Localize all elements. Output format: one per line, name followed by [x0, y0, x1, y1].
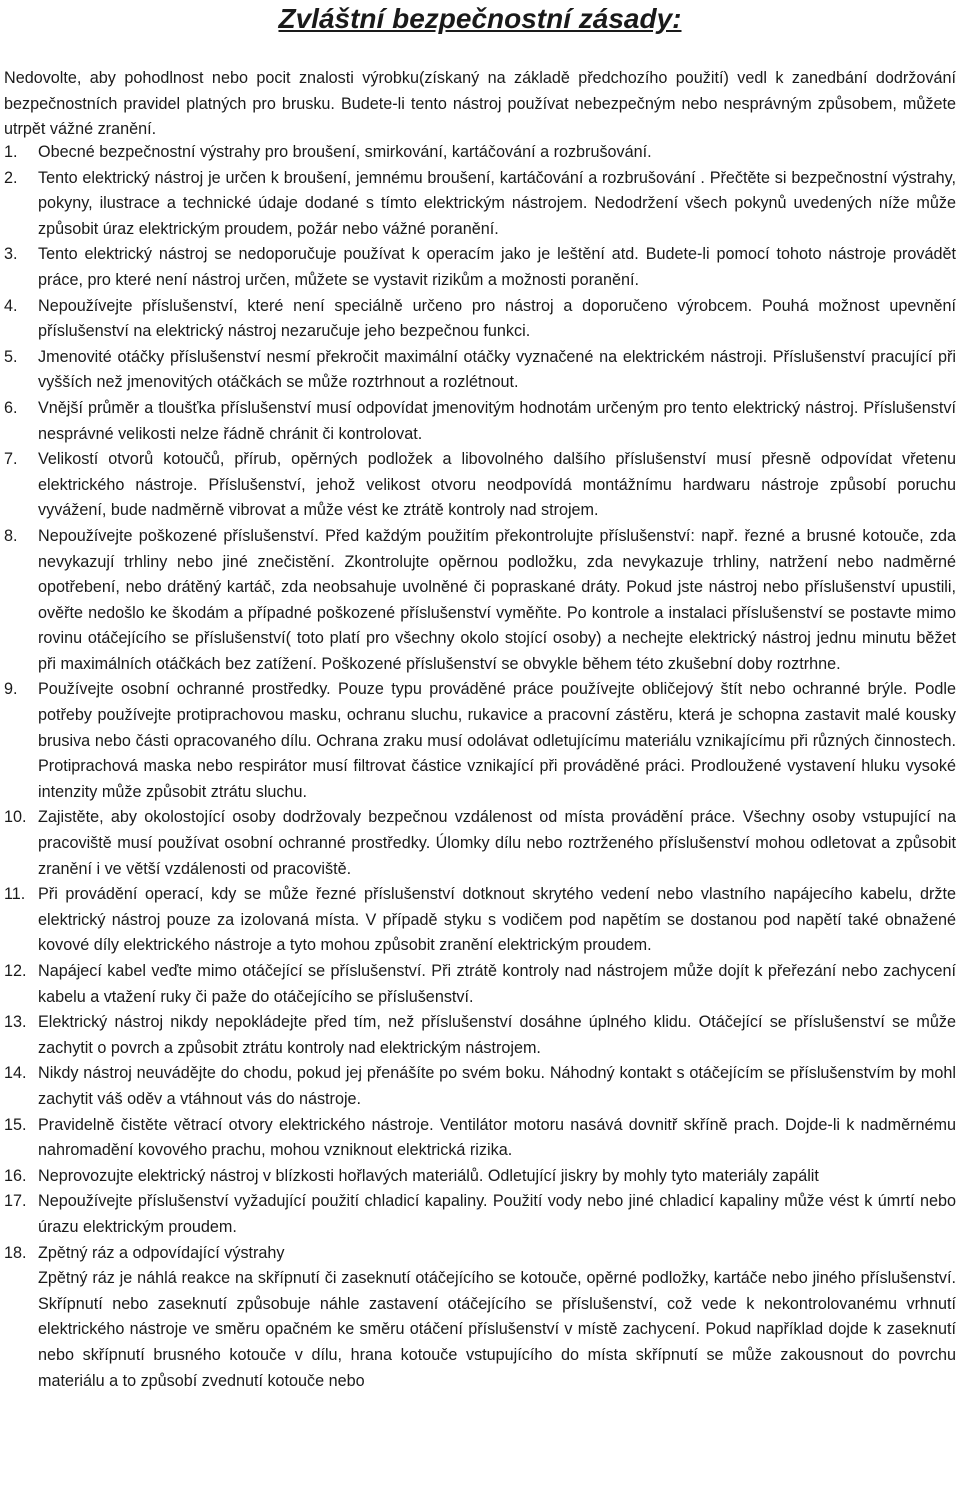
item-text: Používejte osobní ochranné prostředky. Pouze typu prováděné práce používejte obličejový štít nebo ochranné brýle. Podle potřeby používejte protiprachovou masku, ochranu sluchu, rukavice a pracovní zástěru, která je schopna zastavit malé kousky brusiva nebo části opracovaného dílu. Ochrana zraku musí odolávat odletujícímu materiálu vznikajícímu při různých činnostech. Protiprachová maska nebo respirátor musí filtrovat částice vznikající při prováděné práci. Prodloužené vystavení hluku vysoké intenzity může způsobit ztrátu sluchu.: [38, 680, 956, 801]
item-text: Vnější průměr a tloušťka příslušenství musí odpovídat jmenovitým hodnotám určeným pro tento elektrický nástroj. Příslušenství nesprávné velikosti nelze řádně chránit či kontrolovat.: [38, 398, 956, 443]
safety-list: [0, 140, 960, 1394]
item-number: 18.: [4, 1243, 27, 1262]
item-text: Neprovozujte elektrický nástroj v blízkosti hořlavých materiálů. Odletující jiskry by mohly tyto materiály zapálit: [38, 1166, 819, 1185]
item-text: Tento elektrický nástroj se nedoporučuje používat k operacím jako je leštění atd. Budete-li pomocí tohoto nástroje provádět práce, pro které není nástroj určen, můžete se vystavit rizikům a možnosti poranění.: [38, 245, 956, 289]
list-item: [0, 1010, 960, 1061]
item-number: 11.: [4, 885, 26, 904]
item-number: 1.: [4, 143, 18, 161]
item-number: 10.: [4, 808, 27, 827]
list-item: [0, 447, 960, 524]
item-number: 2.: [4, 168, 18, 187]
list-item: [0, 242, 960, 293]
list-item: [0, 294, 960, 345]
list-item: [0, 959, 960, 1010]
item-text: Tento elektrický nástroj je určen k broušení, jemnému broušení, kartáčování a rozbrušování . Přečtěte si bezpečnostní výstrahy, pokyny, ilustrace a technické údaje dodané s tímto elektrickým nástrojem. Nedodržení všech pokynů uvedených níže může způsobit úraz elektrickým proudem, požár nebo vážné poranění.: [38, 168, 956, 238]
list-item: [0, 1241, 960, 1395]
list-item: [0, 1164, 960, 1190]
item-text: Zajistěte, aby okolostojící osoby dodržovaly bezpečnou vzdálenost od místa provádění práce. Všechny osoby vstupující na pracoviště musí používat osobní ochranné prostředky. Úlomky dílu nebo roztrženého příslušenství mohou odletovat a způsobit zranění i ve větší vzdálenosti od pracoviště.: [38, 808, 956, 878]
intro-paragraph: Nedovolte, aby pohodlnost nebo pocit znalosti výrobku(získaný na základě předchozího použití) vedl k zanedbání dodržování bezpečnostních pravidel platných pro brusku. Budete-li tento nástroj používat nebezpečným nebo nesprávným způsobem, můžete utrpět vážné zranění.: [4, 69, 956, 139]
item-text: Zpětný ráz a odpovídající výstrahy: [38, 1243, 285, 1262]
item-extra-text: Zpětný ráz je náhlá reakce na skřípnutí či zaseknutí otáčejícího se kotouče, opěrné podložky, kartáče nebo jiného příslušenství. Skřípnutí nebo zaseknutí způsobuje náhle zastavení otáčejícího se příslušenství, což vede k nekontrolovanému vrhnutí elektrického nástroje ve směru opačném ke směru otáčení příslušenství v místě zachycení. Pokud například dojde k zaseknutí nebo skřípnutí brusného kotouče v dílu, hrana kotouče vstupujícího do místa skřípnutí se může zakousnout do povrchu materiálu a to způsobí zvednutí kotouče nebo: [38, 1269, 956, 1390]
item-number: 15.: [4, 1115, 27, 1134]
item-text: Nepoužívejte příslušenství vyžadující použití chladicí kapaliny. Použití vody nebo jiné chladicí kapaliny může vést k úmrtí nebo úrazu elektrickým proudem.: [38, 1192, 956, 1236]
item-text: Nikdy nástroj neuvádějte do chodu, pokud jej přenášíte po svém boku. Náhodný kontakt s otáčejícím se příslušenstvím by mohl zachytit váš oděv a vtáhnout vás do nástroje.: [38, 1064, 956, 1108]
item-number: 9.: [4, 680, 18, 699]
list-item: [0, 677, 960, 805]
item-text: Obecné bezpečnostní výstrahy pro broušení, smirkování, kartáčování a rozbrušování.: [38, 143, 652, 161]
item-number: 17.: [4, 1192, 27, 1211]
item-number: 13.: [4, 1013, 27, 1032]
page-title: Zvláštní bezpečnostní zásady:: [278, 3, 682, 34]
list-item: [0, 140, 960, 166]
item-text: Nepoužívejte příslušenství, které není speciálně určeno pro nástroj a doporučeno výrobcem. Pouhá možnost upevnění příslušenství na elektrický nástroj nezaručuje jeho bezpečnou funkci.: [38, 296, 956, 341]
item-text: Velikostí otvorů kotoučů, přírub, opěrných podložek a libovolného dalšího příslušenství musí přesně odpovídat vřetenu elektrického nástroje. Příslušenství, jehož velikost otvoru neodpovídá montážnímu hardwaru nástroje způsobí poruchu vyvážení, bude nadměrně vibrovat a může vést ke ztrátě kontroly nad strojem.: [38, 450, 956, 520]
item-text: Elektrický nástroj nikdy nepokládejte před tím, než příslušenství dosáhne úplného klidu. Otáčející se příslušenství se může zachytit o povrch a způsobit ztrátu kontroly nad elektrickým nástrojem.: [38, 1013, 956, 1057]
item-text: Napájecí kabel veďte mimo otáčející se příslušenství. Při ztrátě kontroly nad nástrojem může dojít k přeřezání nebo zachycení kabelu a vtažení ruky či paže do otáčejícího se příslušenství.: [38, 962, 956, 1006]
item-number: 8.: [4, 526, 18, 545]
list-item: [0, 1061, 960, 1112]
list-item: [0, 1189, 960, 1240]
item-number: 12.: [4, 962, 27, 980]
list-item: [0, 345, 960, 396]
item-number: 5.: [4, 347, 18, 366]
list-item: [0, 805, 960, 882]
item-number: 7.: [4, 450, 18, 469]
item-number: 16.: [4, 1166, 27, 1185]
list-item: [0, 524, 960, 678]
item-text: Pravidelně čistěte větrací otvory elektrického nástroje. Ventilátor motoru nasává dovnitř skříně prach. Dojde-li k nadměrnému nahromadění kovového prachu, mohou vzniknout elektrická rizika.: [38, 1115, 956, 1160]
item-number: 6.: [4, 398, 18, 417]
list-item: [0, 882, 960, 959]
item-number: 3.: [4, 245, 18, 264]
item-number: 4.: [4, 296, 18, 315]
list-item: [0, 396, 960, 447]
item-text: Nepoužívejte poškozené příslušenství. Před každým použitím překontrolujte příslušenství: např. řezné a brusné kotouče, zda nevykazují trhliny nebo jiné znečistění. Zkontrolujte opěrnou podložku, zda nevykazuje trhliny, natržení nebo nadměrné opotřebení, nebo drátěný kartáč, zda neobsahuje uvolněné či popraskané dráty. Pokud jste nástroj nebo příslušenství upustili, ověřte nedošlo ke škodám a případné poškozené příslušenství vyměňte. Po kontrole a instalaci příslušenství se postavte mimo rovinu otáčejícího se příslušenství( toto platí pro všechny okolo stojící osoby) a nechejte elektrický nástroj jednu minutu běžet při maximálních otáčkách bez zatížení. Poškozené příslušenství se obvykle během této zkušební doby roztrhne.: [38, 526, 956, 673]
item-number: 14.: [4, 1064, 27, 1083]
list-item: [0, 166, 960, 243]
item-text: Jmenovité otáčky příslušenství nesmí překročit maximální otáčky vyznačené na elektrickém nástroji. Příslušenství pracující při vyšších než jmenovitých otáčkách se může roztrhnout a rozlétnout.: [38, 347, 956, 392]
item-text: Při provádění operací, kdy se může řezné příslušenství dotknout skrytého vedení nebo vlastního napájecího kabelu, držte elektrický nástroj pouze za izolovaná místa. V případě styku s vodičem pod napětím se dostanou pod napětí také obnažené kovové díly elektrického nástroje a tyto mohou způsobit zranění elektrickým proudem.: [38, 885, 956, 955]
list-item: [0, 1113, 960, 1164]
